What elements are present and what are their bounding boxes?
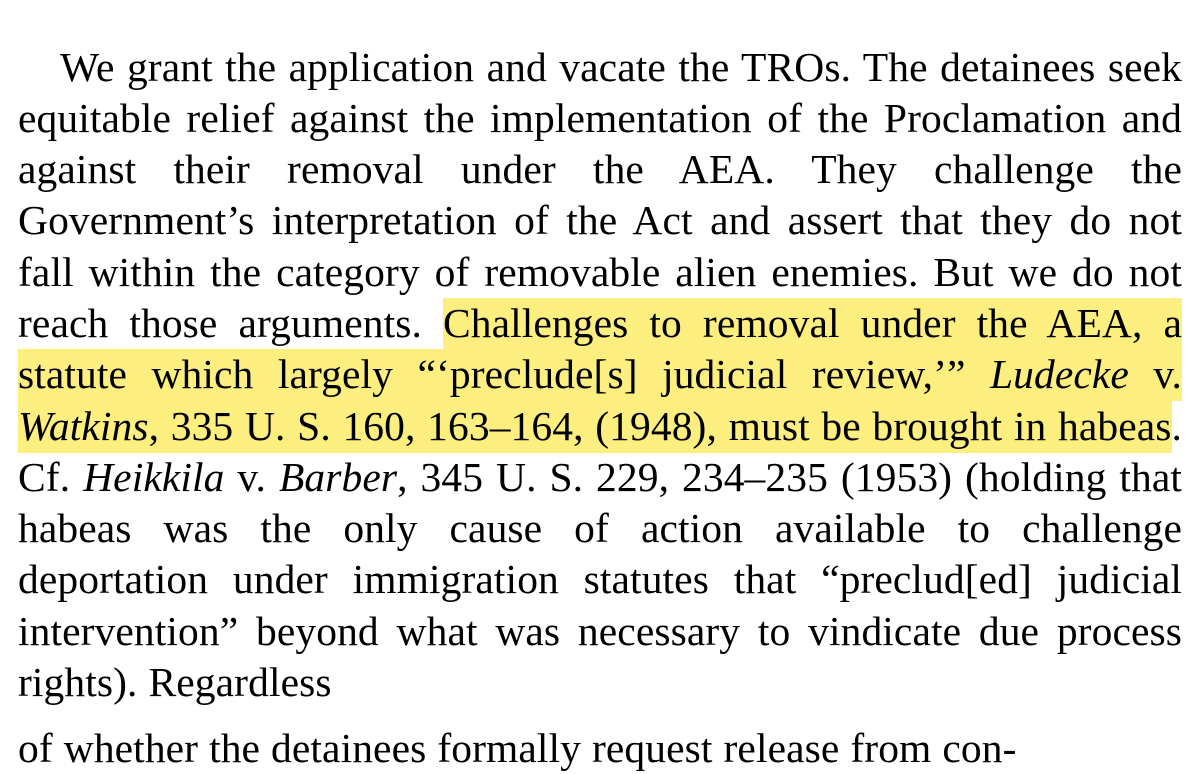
opinion-paragraph <box>18 42 1182 709</box>
paragraph-segment-intro: We grant the application and vacate the TROs. The detainees seek equitable relief against the implementation of the Proclamation and against their removal under the AEA. They challenge the Government’s interpretation of the Act and assert that they do not fall within the category of removable alien enemies. But we do not reach those arguments. <box>18 43 1182 346</box>
paragraph-segment-tail: , 345 U. S. 229, 234–235 (1953) (holding that habeas was the only cause of action available to challenge deportation under immigration statutes that “preclud[ed] judicial intervention” beyond what was necessary to vindicate due process rights). Regardless <box>18 453 1182 706</box>
case-name-heikkila: Heikkila <box>83 453 225 500</box>
paragraph-segment-cf: . Cf. <box>18 402 1182 500</box>
case-name-watkins: Watkins <box>18 401 149 453</box>
highlight-segment-1: Challenges to removal under the AEA, a statute which largely “‘preclude[s] judicial review,’” <box>18 298 1182 401</box>
case-name-barber: Barber <box>278 453 398 500</box>
clipped-last-line-text: of whether the detainees formally request release from con- <box>18 724 1017 771</box>
case-name-ludecke: Ludecke <box>990 349 1129 401</box>
document-page <box>0 42 1200 773</box>
clipped-last-line <box>18 724 1182 773</box>
paragraph-segment-v2: v. <box>224 453 279 500</box>
highlight-segment-citation: , 335 U. S. 160, 163–164, (1948), must be brought in habeas <box>149 401 1172 453</box>
highlight-segment-v1: v. <box>1129 349 1182 401</box>
